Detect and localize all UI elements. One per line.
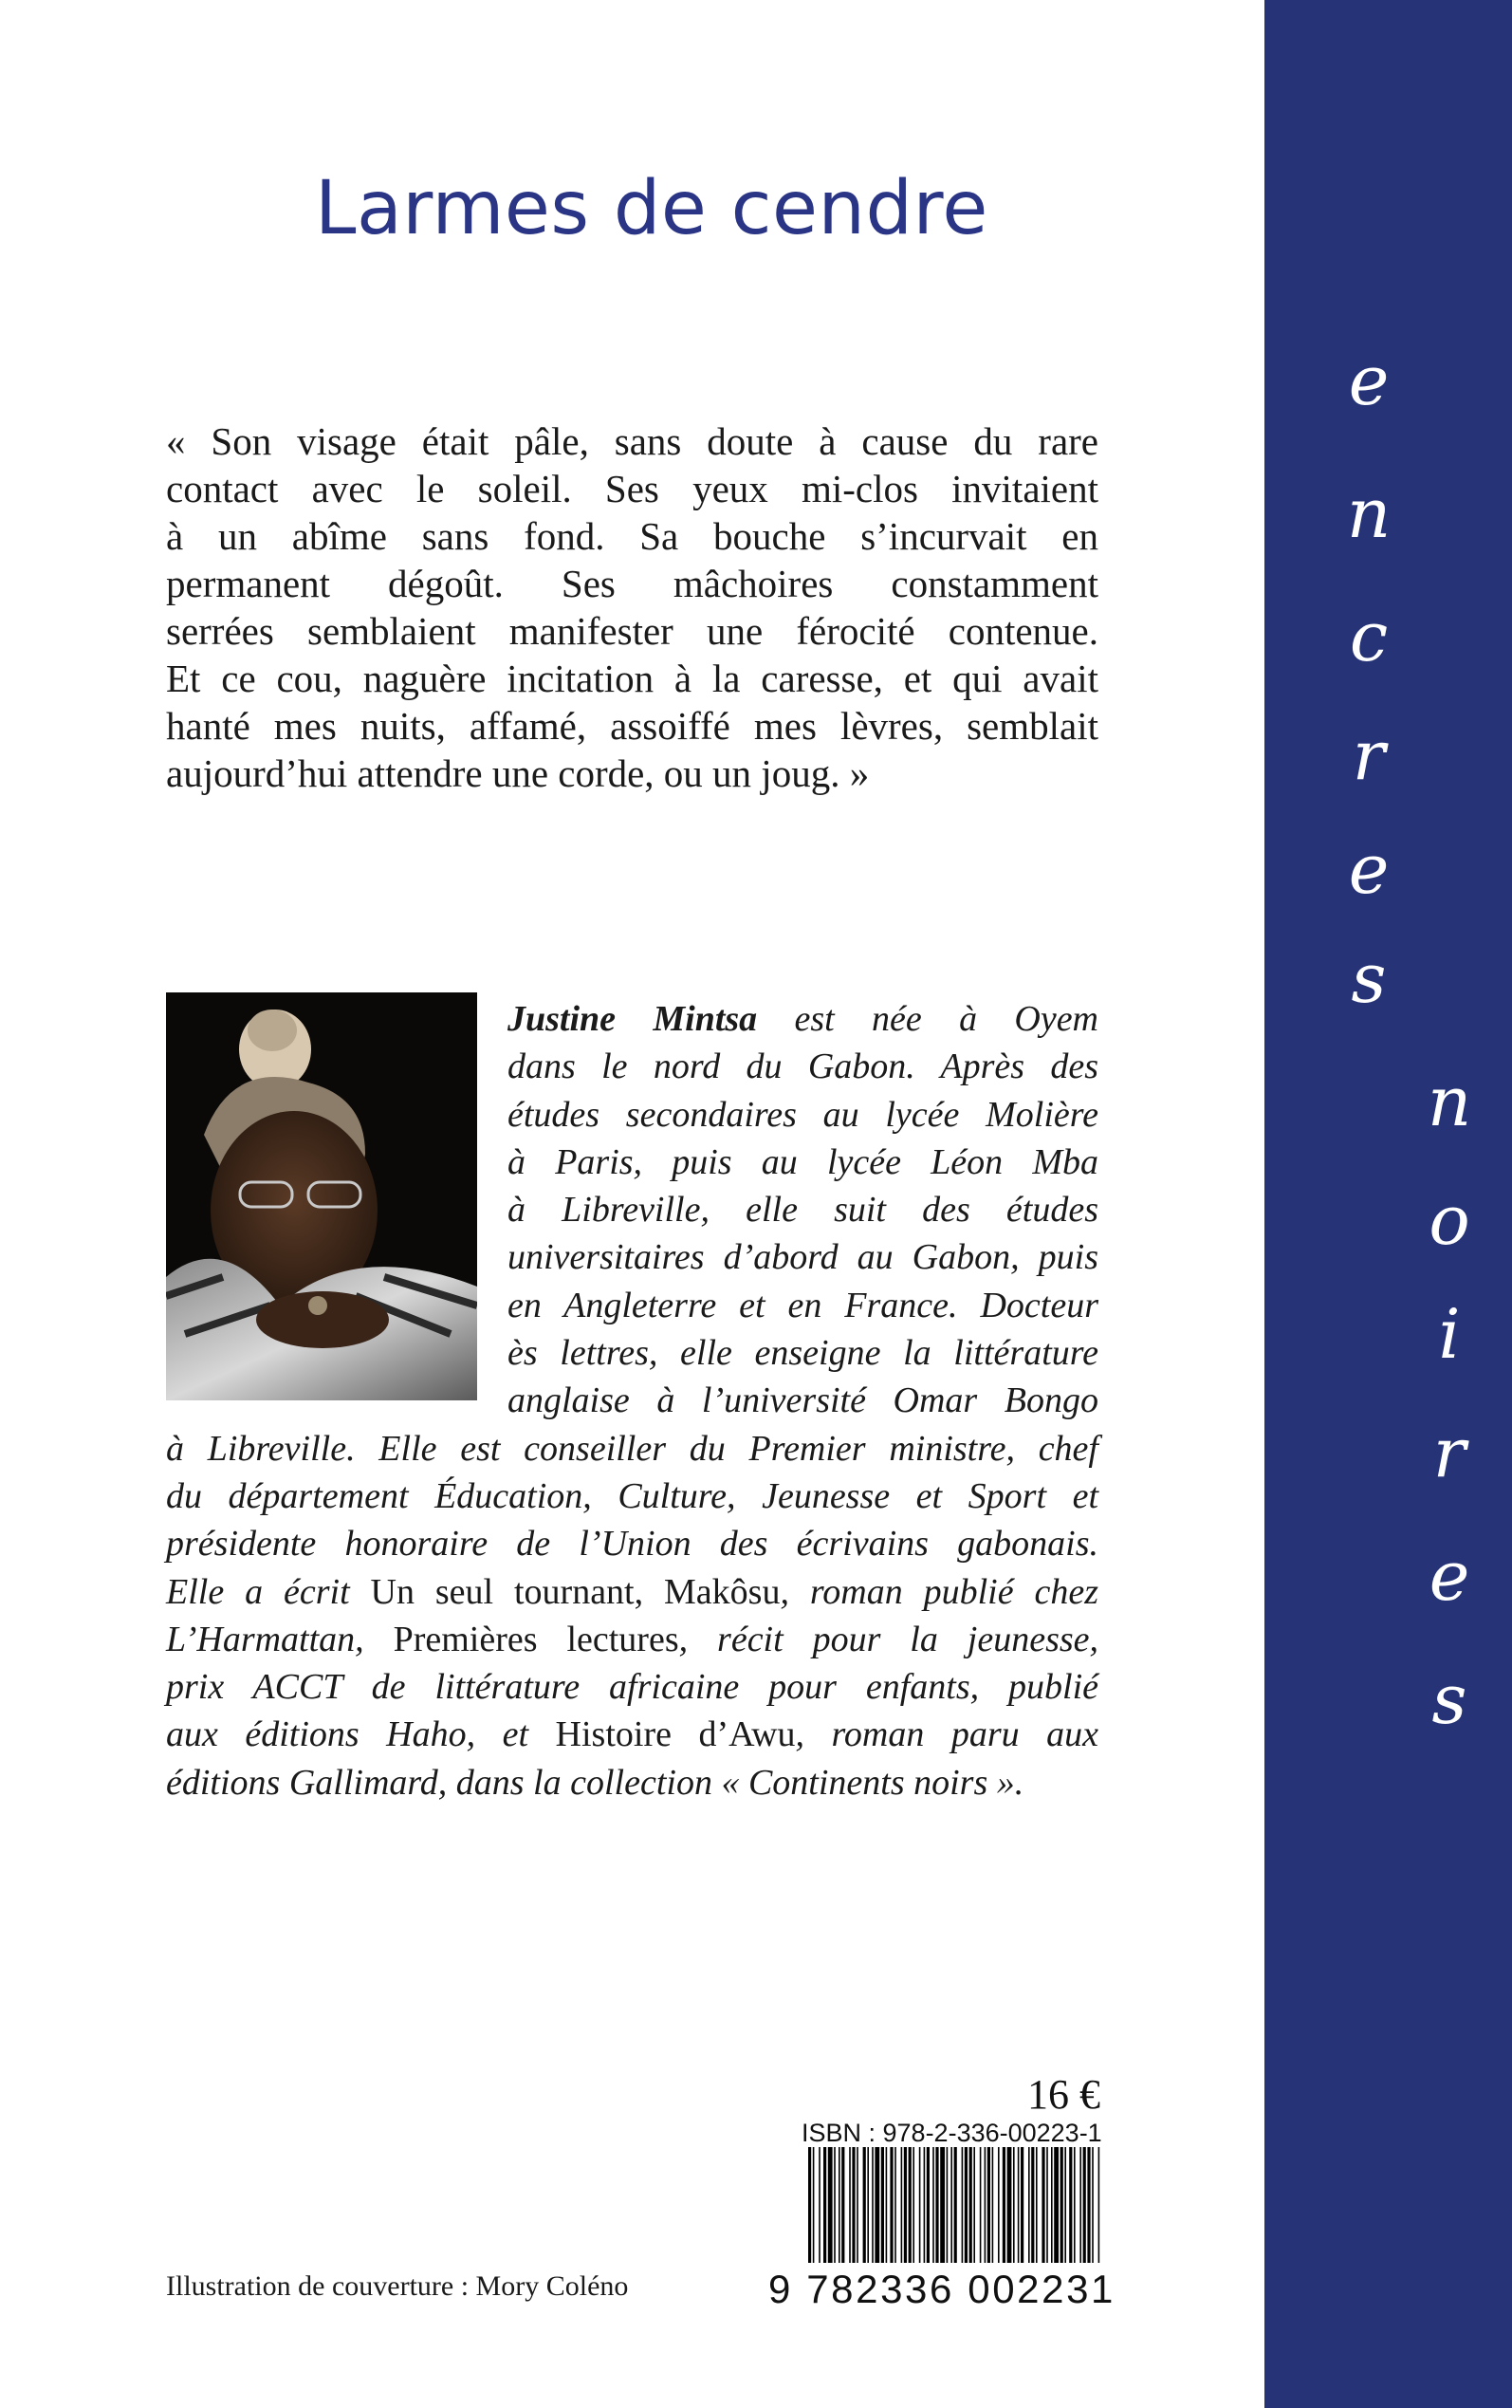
bio-line: à Libreville. Elle est conseiller du Premier ministre, chef	[166, 1428, 1098, 1469]
collection-letter: o	[1429, 1180, 1470, 1260]
collection-letter: e	[1348, 829, 1390, 909]
bio-line: en Angleterre et en France. Docteur	[507, 1285, 1098, 1325]
collection-band	[1264, 0, 1512, 2408]
collection-letter: s	[1351, 938, 1387, 1018]
bio-line: éditions Gallimard, dans la collection « Continents noirs ».	[166, 1762, 1024, 1803]
bio-line: L’Harmattan, Premières lectures, récit pour la jeunesse,	[166, 1619, 1099, 1659]
collection-letter: e	[1348, 341, 1390, 420]
collection-letter: r	[1352, 715, 1386, 795]
bio-line: anglaise à l’université Omar Bongo	[507, 1380, 1098, 1421]
bio-line: universitaires d’abord au Gabon, puis	[507, 1237, 1098, 1278]
author-bio	[166, 995, 1098, 1806]
bio-line: aux éditions Haho, et Histoire d’Awu, roman paru aux	[166, 1714, 1098, 1755]
cover-credit: Illustration de couverture : Mory Coléno	[166, 2270, 629, 2302]
collection-letter: c	[1349, 597, 1389, 676]
bio-line: dans le nord du Gabon. Après des	[507, 1047, 1098, 1087]
bio-line: à Libreville, elle suit des études	[507, 1190, 1098, 1231]
quote-line: contact avec le soleil. Ses yeux mi-clos invitaient	[166, 467, 1098, 510]
collection-letter: i	[1438, 1294, 1461, 1374]
quote-line: Et ce cou, naguère incitation à la caresse, et qui avait	[166, 657, 1098, 700]
book-title-ref: Histoire d’Awu	[555, 1714, 796, 1755]
book-title-ref: Un seul tournant, Makôsu	[370, 1571, 781, 1612]
quote-line: hanté mes nuits, affamé, assoiffé mes lèvres, semblait	[166, 704, 1098, 748]
bio-line: études secondaires au lycée Molière	[507, 1094, 1098, 1135]
quote-line: permanent dégoût. Ses mâchoires constamment	[166, 562, 1098, 605]
bio-line: ès lettres, elle enseigne la littérature	[507, 1333, 1098, 1374]
price: 16 €	[1027, 2071, 1100, 2118]
isbn: ISBN : 978-2-336-00223-1	[802, 2119, 1102, 2147]
bio-line: du département Éducation, Culture, Jeunesse et Sport et	[166, 1475, 1098, 1516]
barcode-digits: 9 782336 002231	[768, 2263, 1110, 2316]
book-title-ref: Premières lectures	[393, 1619, 679, 1659]
book-title: Larmes de cendre	[315, 166, 988, 251]
quote-line: serrées semblaient manifester une férocité contenue.	[166, 609, 1098, 653]
quote-line: aujourd’hui attendre une corde, ou un joug. »	[166, 751, 870, 795]
collection-letter: r	[1432, 1413, 1466, 1492]
bio-line: Justine Mintsa est née à Oyem	[507, 999, 1098, 1039]
author-name: Justine Mintsa	[507, 999, 758, 1039]
book-quote	[166, 417, 1098, 797]
bio-line: à Paris, puis au lycée Léon Mba	[507, 1141, 1098, 1182]
bio-line: Elle a écrit Un seul tournant, Makôsu, roman publié chez	[166, 1571, 1098, 1612]
bio-line: prix ACCT de littérature africaine pour enfants, publié	[166, 1667, 1098, 1708]
collection-letter: e	[1429, 1536, 1470, 1616]
collection-letter: n	[1427, 1062, 1472, 1141]
collection-letter: n	[1346, 473, 1392, 553]
quote-line: à un abîme sans fond. Sa bouche s’incurvait en	[166, 514, 1098, 558]
collection-letter: s	[1431, 1659, 1467, 1739]
bio-line: présidente honoraire de l’Union des écrivains gabonais.	[166, 1524, 1098, 1565]
quote-line: « Son visage était pâle, sans doute à cause du rare	[166, 419, 1098, 463]
